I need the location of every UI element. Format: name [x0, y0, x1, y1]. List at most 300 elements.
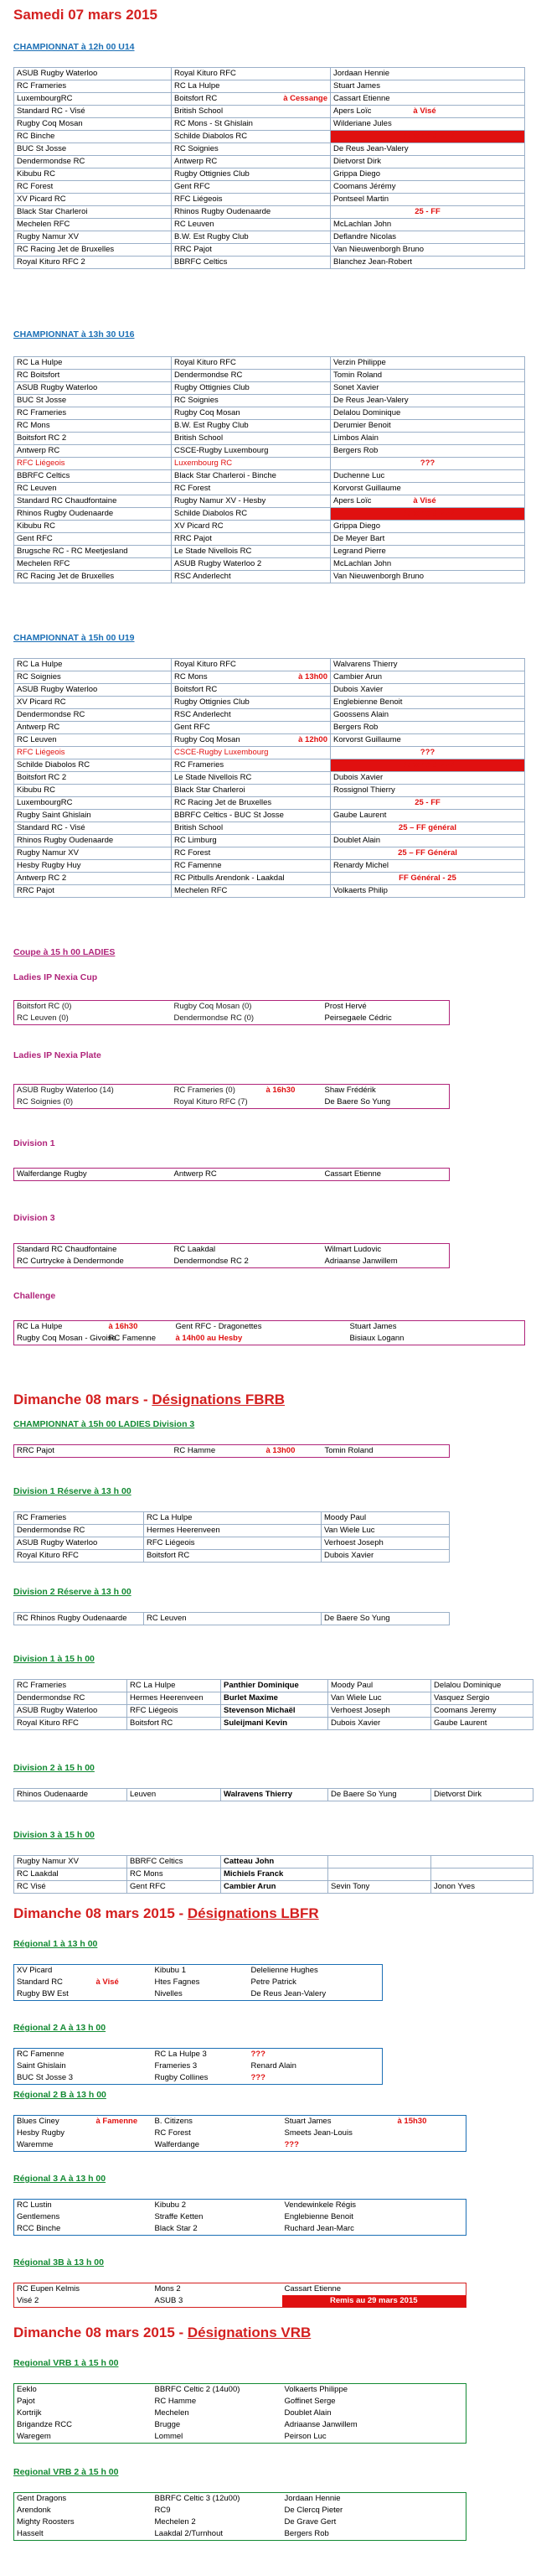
table-cell — [14, 659, 172, 671]
table-cell: Kortrijk — [17, 2408, 42, 2418]
table-cell — [14, 143, 172, 156]
cell-text: British School — [174, 433, 224, 443]
ladies-heading: Coupe à 15 h 00 LADIES — [13, 947, 116, 957]
cell-text: 25 – FF Général — [398, 848, 457, 858]
cell-text: BUC St Josse — [17, 144, 67, 153]
table-row — [14, 759, 525, 772]
r1-heading: Régional 1 à 13 h 00 — [13, 1939, 98, 1949]
table-cell: Petre Patrick — [250, 1977, 296, 1987]
table-cell: à 13h00 — [265, 1446, 296, 1455]
table-cell — [172, 697, 331, 709]
table-cell — [14, 370, 172, 382]
cell-text: Reporté à ??? — [400, 509, 455, 518]
table-cell: Burlet Maxime — [221, 1692, 328, 1705]
table-cell: RC Leuven — [144, 1613, 322, 1625]
table-cell: RC Frameries — [14, 1512, 144, 1525]
table-cell — [14, 810, 172, 822]
table-row — [14, 659, 525, 671]
table-cell: Straffe Ketten — [154, 2212, 204, 2221]
table-cell: BBRFC Celtic 2 (14u00) — [154, 2385, 240, 2394]
cell-text: 25 - FF — [415, 207, 441, 216]
u19-table — [13, 658, 525, 898]
d2-table — [13, 1788, 533, 1801]
table-row — [14, 357, 525, 370]
cell-text: Rugby Coq Mosan — [174, 408, 240, 417]
ladies-plate-heading: Ladies IP Nexia Plate — [13, 1050, 101, 1060]
table-cell — [331, 759, 525, 772]
cell-text: Luxembourg RC — [174, 459, 233, 468]
cell-text: British School — [174, 106, 224, 116]
cell-text: Wilderiane Jules — [333, 119, 392, 128]
table-row — [14, 257, 525, 269]
table-cell: Black Star 2 — [154, 2224, 198, 2233]
table-cell — [331, 810, 525, 822]
table-cell — [172, 533, 331, 546]
table-cell: Cassart Etienne — [284, 2284, 342, 2294]
cell-text: Dendermondse RC — [17, 710, 85, 719]
table-cell: Royal Kituro RFC — [14, 1718, 127, 1730]
cell-text: Boitsfort RC 2 — [17, 433, 67, 443]
table-row — [14, 370, 525, 382]
table-cell — [172, 797, 331, 810]
table-cell: RC Leuven (0) — [17, 1013, 69, 1023]
table-cell: RC Forest — [154, 2128, 191, 2138]
u14-table — [13, 67, 525, 269]
table-row — [14, 483, 525, 495]
cell-text: RC Frameries — [17, 81, 67, 91]
table-cell — [172, 118, 331, 131]
cell-text: Standard RC Chaudfontaine — [17, 496, 117, 505]
cell-text: RC La Hulpe — [17, 660, 63, 669]
table-cell: RFC Liégeois — [144, 1537, 322, 1550]
table-cell: RCC Binche — [17, 2224, 61, 2233]
u19-heading: CHAMPIONNAT à 15h 00 U19 — [13, 633, 135, 643]
cell-text: RC Mons — [17, 421, 50, 430]
cell-text: RC Racing Jet de Bruxelles — [174, 798, 272, 807]
res1-heading: Division 1 Réserve à 13 h 00 — [13, 1486, 131, 1496]
table-cell: Gentlemens — [17, 2212, 60, 2221]
table-cell: Gent Dragons — [17, 2494, 67, 2503]
cell-text: Bergers Rob — [333, 723, 379, 732]
table-cell: Visé 2 — [17, 2296, 39, 2305]
cell-text: Renardy Michel — [333, 861, 389, 870]
cell-text: Deflandre Nicolas — [333, 232, 396, 241]
table-cell — [94, 2072, 152, 2085]
cell-text: RC Forest — [174, 848, 211, 858]
table-row — [14, 1613, 450, 1625]
table-cell: Gent RFC — [127, 1881, 221, 1894]
table-cell: Dendermondse RC — [14, 1525, 144, 1537]
table-cell — [431, 1869, 533, 1881]
table-cell: Tomin Roland — [324, 1446, 374, 1455]
table-cell — [94, 2139, 152, 2152]
sunday-vrb-title: Dimanche 08 mars 2015 - Désignations VRB — [13, 2325, 312, 2340]
table-row — [14, 1977, 383, 1988]
table-cell — [172, 470, 331, 483]
table-cell: à 14h00 au Hesby — [175, 1334, 243, 1343]
table-cell — [172, 231, 331, 244]
table-cell: RC Rhinos Rugby Oudenaarde — [14, 1613, 144, 1625]
table-cell — [331, 483, 525, 495]
table-row — [14, 2505, 466, 2516]
table-row — [14, 1013, 450, 1025]
cell-text: RC Limburg — [174, 836, 217, 845]
res2-heading: Division 2 Réserve à 13 h 00 — [13, 1587, 131, 1597]
table-cell: RC La Hulpe — [144, 1512, 322, 1525]
table-row — [14, 168, 525, 181]
table-cell — [172, 382, 331, 395]
table-cell — [14, 671, 172, 684]
table-cell: Verhoest Joseph — [322, 1537, 450, 1550]
cell-text: Rugby Ottignies Club — [174, 383, 250, 392]
table-row — [14, 2295, 466, 2308]
table-row — [14, 131, 525, 143]
table-cell: à 16h30 — [265, 1086, 296, 1095]
cell-text: Rugby Coq Mosan — [17, 119, 83, 128]
table-cell: Cassart Etienne — [324, 1169, 382, 1179]
table-cell — [14, 156, 172, 168]
cell-text: Grippa Diego — [333, 169, 380, 179]
table-cell — [94, 1988, 152, 2001]
table-row — [14, 2493, 466, 2506]
table-cell: RC Eupen Kelmis — [17, 2284, 80, 2294]
r2b-table — [13, 2115, 466, 2152]
table-cell: ASUB Rugby Waterloo — [14, 1537, 144, 1550]
table-row — [14, 143, 525, 156]
table-cell — [331, 835, 525, 847]
table-cell — [172, 93, 331, 106]
table-cell: Bisiaux Logann — [349, 1334, 405, 1343]
table-cell — [331, 546, 525, 558]
table-cell — [14, 684, 172, 697]
table-cell — [172, 168, 331, 181]
table-cell — [172, 822, 331, 835]
table-cell — [14, 106, 172, 118]
table-cell: RC La Hulpe 3 — [154, 2050, 207, 2059]
table-cell — [172, 357, 331, 370]
cell-text: FF Général - 25 — [399, 873, 456, 883]
cell-text: ??? — [420, 459, 436, 468]
table-cell — [14, 521, 172, 533]
table-cell: RC Hamme — [154, 2397, 197, 2406]
table-cell — [331, 93, 525, 106]
table-cell: Doublet Alain — [284, 2408, 332, 2418]
cell-text: Black Star Charleroi — [17, 207, 88, 216]
table-cell: ASUB 3 — [154, 2296, 183, 2305]
cell-text: BUC St Josse — [17, 396, 67, 405]
cell-text: ??? — [420, 748, 436, 757]
table-cell: Van Wiele Luc — [328, 1692, 431, 1705]
table-cell — [14, 797, 172, 810]
table-cell: RC Famenne — [17, 2050, 64, 2059]
cell-text: Dietvorst Dirk — [333, 157, 382, 166]
table-row — [14, 1705, 533, 1718]
cell-text: Rugby Saint Ghislain — [17, 811, 91, 820]
table-cell: BUC St Josse 3 — [17, 2073, 74, 2082]
table-cell — [331, 847, 525, 860]
table-cell — [172, 521, 331, 533]
table-cell: Dubois Xavier — [328, 1718, 431, 1730]
table-cell: à 15h30 — [397, 2117, 427, 2126]
cell-text: Duchenne Luc — [333, 471, 385, 480]
table-row — [14, 1537, 450, 1550]
cell-text: Apers Loïc — [333, 496, 372, 505]
table-cell: Pajot — [17, 2397, 35, 2406]
table-cell: Antwerp RC — [173, 1169, 217, 1179]
d3-heading: Division 3 à 15 h 00 — [13, 1830, 95, 1840]
table-cell: Rugby BW Est — [17, 1989, 69, 1998]
table-cell: Vendewinkele Régis — [284, 2200, 357, 2210]
table-cell: RC Frameries (0) — [173, 1086, 235, 1095]
table-cell: Standard RC — [17, 1977, 63, 1987]
cell-text: RC Famenne — [174, 861, 222, 870]
table-row — [14, 1692, 533, 1705]
table-cell: Nivelles — [154, 1989, 183, 1998]
table-row — [14, 1244, 450, 1257]
table-cell — [14, 835, 172, 847]
table-cell — [331, 785, 525, 797]
table-cell — [331, 156, 525, 168]
table-cell — [331, 722, 525, 734]
table-cell — [172, 659, 331, 671]
table-cell: ASUB Rugby Waterloo — [14, 1705, 127, 1718]
table-cell: Brigandze RCC — [17, 2420, 72, 2429]
table-cell — [172, 407, 331, 420]
table-cell: Mechelen 2 — [154, 2517, 196, 2527]
cell-text: RRC Pajot — [17, 886, 54, 895]
table-cell — [172, 483, 331, 495]
cell-note: à 13h00 — [298, 672, 327, 682]
table-cell: Standard RC Chaudfontaine — [17, 1245, 117, 1254]
table-cell: De Reus Jean-Valery — [250, 1989, 327, 1998]
table-cell: Cambier Arun — [221, 1881, 328, 1894]
table-cell — [94, 2128, 152, 2139]
cell-text: Sonet Xavier — [333, 383, 379, 392]
table-row — [14, 822, 525, 835]
table-row — [14, 709, 525, 722]
table-row — [14, 1718, 533, 1730]
cell-text: Gent RFC — [17, 534, 53, 543]
table-cell — [331, 357, 525, 370]
cell-text: Antwerp RC — [17, 723, 60, 732]
table-cell: Rugby Coq Mosan (0) — [173, 1002, 252, 1011]
table-cell: Walferdange Rugby — [17, 1169, 87, 1179]
cell-text: RFC Liégeois — [17, 748, 65, 757]
table-cell: Mighty Roosters — [17, 2517, 75, 2527]
table-row — [14, 1333, 525, 1345]
table-row — [14, 1525, 450, 1537]
division1-table — [13, 1168, 450, 1181]
table-cell: Jordaan Hennie — [284, 2494, 341, 2503]
cell-note: à Cessange — [283, 94, 327, 103]
table-cell: RC Mons — [127, 1869, 221, 1881]
cell-text: Bergers Rob — [333, 446, 379, 455]
cell-text: BBRFC Celtics - BUC St Josse — [174, 811, 284, 820]
table-cell: Peirsegaele Cédric — [324, 1013, 392, 1023]
table-cell: Boitsfort RC (0) — [17, 1002, 72, 1011]
table-cell: Dendermondse RC (0) — [173, 1013, 255, 1023]
table-cell — [14, 219, 172, 231]
table-row — [14, 1856, 533, 1869]
table-cell: Renard Alain — [250, 2061, 296, 2071]
cell-text: Royal Kituro RFC — [174, 358, 236, 367]
table-cell: Dendermondse RC 2 — [173, 1257, 249, 1266]
table-cell — [172, 244, 331, 257]
table-cell — [331, 571, 525, 583]
r3a-table — [13, 2199, 466, 2236]
cell-text: Black Star Charleroi — [174, 785, 245, 795]
table-cell: RFC Liégeois — [127, 1705, 221, 1718]
table-cell: Moody Paul — [328, 1680, 431, 1692]
cell-text: Standard RC - Visé — [17, 823, 85, 832]
table-cell — [14, 546, 172, 558]
cell-text: De Meyer Bart — [333, 534, 385, 543]
table-cell — [331, 697, 525, 709]
table-row — [14, 2384, 466, 2397]
cell-text: 25 – FF général — [398, 823, 457, 832]
table-cell — [331, 244, 525, 257]
table-row — [14, 2139, 466, 2152]
table-cell — [14, 407, 172, 420]
vrb1-heading: Regional VRB 1 à 15 h 00 — [13, 2358, 119, 2368]
table-cell — [94, 1965, 152, 1977]
table-row — [14, 2431, 466, 2444]
cell-text: Mechelen RFC — [174, 886, 228, 895]
table-cell — [14, 93, 172, 106]
table-row — [14, 885, 525, 898]
table-cell — [331, 206, 525, 219]
table-cell: Stuart James — [349, 1322, 397, 1331]
cell-text: Gent RFC — [174, 182, 210, 191]
table-row — [14, 2049, 383, 2061]
cell-text: RRC Pajot — [174, 534, 212, 543]
table-row — [14, 810, 525, 822]
table-cell — [172, 143, 331, 156]
cell-text: Boitsfort RC — [174, 685, 218, 694]
r1-table — [13, 1964, 383, 2001]
table-cell: RRC Pajot — [17, 1446, 54, 1455]
table-cell: Catteau John — [221, 1856, 328, 1869]
table-cell — [14, 533, 172, 546]
table-cell — [14, 873, 172, 885]
table-row — [14, 2408, 466, 2419]
table-row — [14, 156, 525, 168]
table-cell — [331, 734, 525, 747]
cell-text: RC Soignies — [17, 672, 61, 682]
table-cell: Rugby Collines — [154, 2073, 209, 2082]
cell-text: RC Forest — [174, 484, 211, 493]
table-cell: Frameries 3 — [154, 2061, 198, 2071]
table-cell: Wilmart Ludovic — [324, 1245, 382, 1254]
cell-text: RC Binche — [17, 132, 55, 141]
cell-text: RC Leuven — [17, 484, 57, 493]
table-row — [14, 93, 525, 106]
table-row — [14, 747, 525, 759]
table-cell — [172, 847, 331, 860]
table-cell: Boitsfort RC — [144, 1550, 322, 1563]
table-cell — [172, 747, 331, 759]
table-cell: Michiels Franck — [221, 1869, 328, 1881]
table-cell: Dendermondse RC — [14, 1692, 127, 1705]
table-row — [14, 2128, 466, 2139]
table-cell: RC La Hulpe — [127, 1680, 221, 1692]
table-row — [14, 495, 525, 508]
table-cell: RC Curtrycke à Dendermonde — [17, 1257, 124, 1266]
table-cell: Royal Kituro RFC — [14, 1550, 144, 1563]
table-cell — [331, 168, 525, 181]
cell-text: Coomans Jérémy — [333, 182, 396, 191]
table-cell: Kibubu 1 — [154, 1966, 187, 1975]
cell-text: Jordaan Hennie — [333, 69, 390, 78]
cell-text: Goossens Alain — [333, 710, 389, 719]
table-cell: Hesby Rugby — [17, 2128, 65, 2138]
table-row — [14, 1256, 450, 1268]
table-cell — [14, 131, 172, 143]
cell-text: Rugby Namur XV — [17, 848, 79, 858]
cell-text: Van Nieuwenborgh Bruno — [333, 245, 425, 254]
table-cell: Royal Kituro RFC (7) — [173, 1097, 248, 1107]
cell-text: CSCE-Rugby Luxembourg — [174, 748, 269, 757]
table-cell — [172, 734, 331, 747]
table-cell: Laakdal 2/Turnhout — [154, 2529, 224, 2538]
table-cell — [172, 759, 331, 772]
table-cell — [14, 420, 172, 433]
cell-text: Boitsfort RC 2 — [17, 773, 67, 782]
table-row — [14, 508, 525, 521]
cell-text: Korvorst Guillaume — [333, 484, 401, 493]
table-cell — [14, 458, 172, 470]
cell-text: Apers Loïc — [333, 106, 372, 116]
table-cell: Eeklo — [17, 2385, 37, 2394]
r2b-heading: Régional 2 B à 13 h 00 — [13, 2090, 106, 2100]
table-cell — [331, 885, 525, 898]
table-row — [14, 68, 525, 80]
table-row — [14, 80, 525, 93]
table-row — [14, 395, 525, 407]
table-cell: Stevenson Michaël — [221, 1705, 328, 1718]
table-row — [14, 521, 525, 533]
u16-heading: CHAMPIONNAT à 13h 30 U16 — [13, 329, 135, 339]
table-cell: Mons 2 — [154, 2284, 181, 2294]
cell-text: Cassart Etienne — [333, 94, 390, 103]
table-cell — [14, 433, 172, 445]
table-cell — [331, 370, 525, 382]
table-cell: Suleijmani Kevin — [221, 1718, 328, 1730]
cell-text: BBRFC Celtics — [17, 471, 70, 480]
table-cell — [14, 508, 172, 521]
table-cell: Goffinet Serge — [284, 2397, 336, 2406]
table-cell — [14, 382, 172, 395]
sunday-fbrb-title: Dimanche 08 mars - Désignations FBRB — [13, 1392, 286, 1407]
cell-text: Boitsfort RC — [174, 94, 218, 103]
table-row — [14, 697, 525, 709]
cell-text: 25 - FF — [415, 798, 441, 807]
table-row — [14, 1169, 450, 1181]
division1-heading: Division 1 — [13, 1138, 55, 1148]
table-cell — [331, 860, 525, 873]
ladies-cup-table — [13, 1000, 450, 1025]
table-cell: Mechelen — [154, 2408, 189, 2418]
table-cell: Vasquez Sergio — [431, 1692, 533, 1705]
table-row — [14, 546, 525, 558]
table-row — [14, 206, 525, 219]
table-row — [14, 533, 525, 546]
table-cell — [14, 357, 172, 370]
cell-text: RC Racing Jet de Bruxelles — [17, 245, 115, 254]
table-row — [14, 684, 525, 697]
table-row — [14, 571, 525, 583]
table-cell: à Famenne — [95, 2117, 138, 2126]
